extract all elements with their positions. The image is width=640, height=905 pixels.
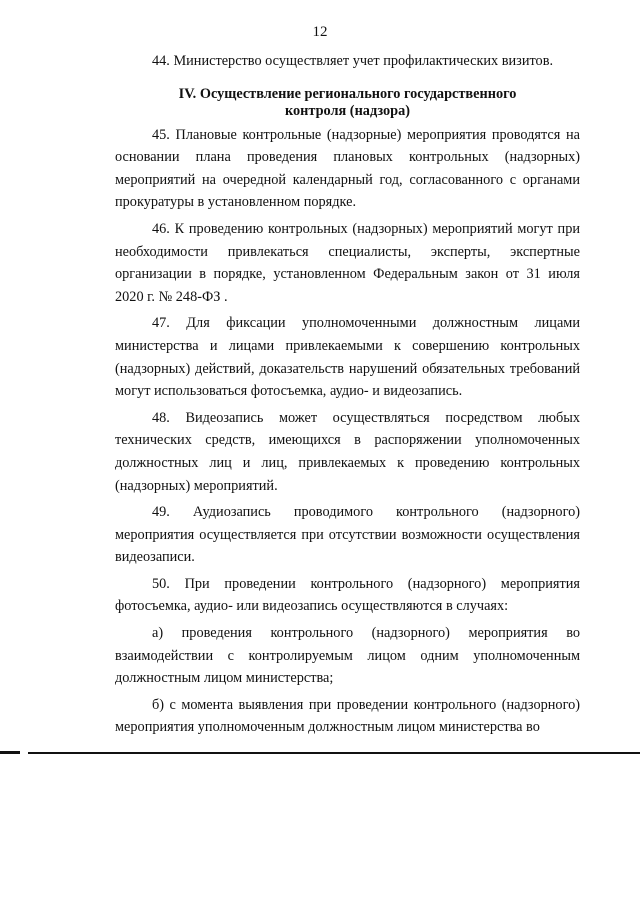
document-body [115, 50, 580, 743]
section-heading [115, 86, 580, 120]
paragraph-50: 50. При проведении контрольного (надзорного) мероприятия фотосъемка, аудио- или видеозапись осуществляются в случаях: [115, 575, 580, 615]
page-number: 12 [312, 24, 328, 40]
paragraph-48: 48. Видеозапись может осуществляться посредством любых технических средств, имеющихся в распоряжении уполномоченных должностных лиц и лиц, привлекаемых к проведению контрольных (надзорных) мероприятий. [115, 409, 580, 494]
paragraph-50b: б) с момента выявления при проведении контрольного (надзорного) мероприятия уполномоченным должностным лицом министерства во [115, 696, 580, 736]
section-heading-line2: контроля (надзора) [284, 102, 411, 119]
rule-line [28, 752, 640, 754]
paragraph-49: 49. Аудиозапись проводимого контрольного (надзорного) мероприятия осуществляется при отсутствии возможности осуществления видеозаписи. [115, 504, 580, 566]
paragraph-45: 45. Плановые контрольные (надзорные) мероприятия проводятся на основании плана проведения плановых контрольных (надзорных) мероприятий на очередной календарный год, согласованного с органами прокуратуры в установленном порядке. [115, 126, 580, 211]
paragraph-47: 47. Для фиксации уполномоченными должностным лицами министерства и лицами привлекаемыми к совершению контрольных (надзорных) действий, доказательств нарушений обязательных требований могут использоваться фотосъемка, аудио- и видеозапись. [115, 315, 580, 400]
rule-left-mark [0, 751, 20, 754]
paragraph-44: 44. Министерство осуществляет учет профилактических визитов. [152, 53, 554, 69]
paragraph-50a: а) проведения контрольного (надзорного) мероприятия во взаимодействии с контролируемым лицом одним уполномоченным должностным лицом министерства; [115, 625, 580, 687]
paragraph-46: 46. К проведению контрольных (надзорных) мероприятий могут при необходимости привлекаться специалисты, эксперты, экспертные организации в порядке, установленном Федеральным закон от 31 июля 2020 г. № 248-ФЗ . [115, 220, 580, 305]
section-heading-line1: IV. Осуществление регионального государственного [178, 85, 517, 102]
